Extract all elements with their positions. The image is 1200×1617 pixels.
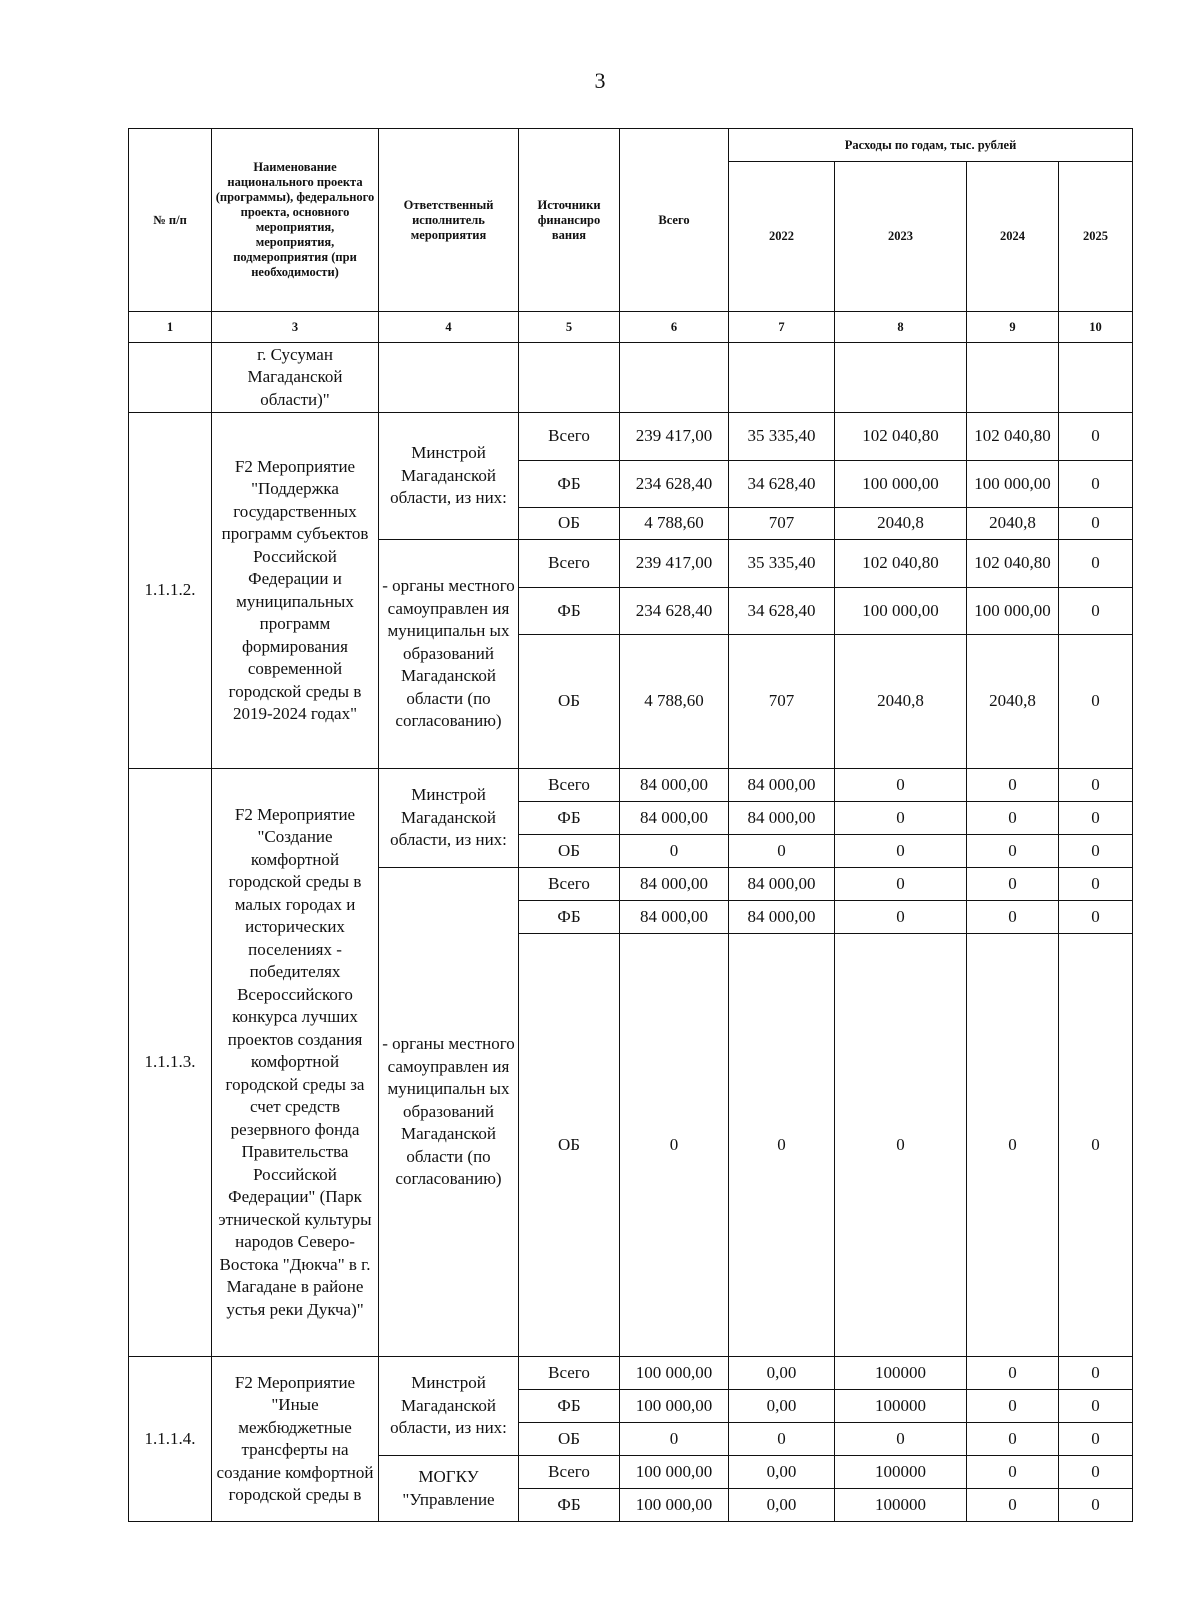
total-cell: 100 000,00 xyxy=(620,1390,729,1423)
executor-cell: - органы местного самоуправлен ия муниципальн ых образований Магаданской области (по согласованию) xyxy=(379,868,519,1357)
year-2024-cell: 0 xyxy=(967,1390,1059,1423)
year-2023-cell: 102 040,80 xyxy=(835,413,967,461)
source-cell: Всего xyxy=(519,413,620,461)
source-cell: Всего xyxy=(519,769,620,802)
year-2025-cell: 0 xyxy=(1059,461,1133,508)
year-2024-cell: 0 xyxy=(967,868,1059,901)
header-year-2025: 2025 xyxy=(1059,162,1133,312)
source-cell: ФБ xyxy=(519,1390,620,1423)
source-cell: ФБ xyxy=(519,461,620,508)
column-number: 4 xyxy=(379,312,519,343)
year-2022-cell: 35 335,40 xyxy=(729,540,835,588)
source-cell: Всего xyxy=(519,868,620,901)
year-2022-cell: 0 xyxy=(729,835,835,868)
year-2022-cell: 84 000,00 xyxy=(729,802,835,835)
year-2025-cell: 0 xyxy=(1059,1489,1133,1522)
year-2025-cell: 0 xyxy=(1059,413,1133,461)
year-2023-cell: 2040,8 xyxy=(835,635,967,769)
year-2023-cell: 0 xyxy=(835,802,967,835)
year-2022-cell: 34 628,40 xyxy=(729,588,835,635)
year-2024-cell: 0 xyxy=(967,1423,1059,1456)
year-2025-cell: 0 xyxy=(1059,1390,1133,1423)
executor-cell: Минстрой Магаданской области, из них: xyxy=(379,1357,519,1456)
year-2022-cell: 0 xyxy=(729,1423,835,1456)
year-2024-cell: 0 xyxy=(967,835,1059,868)
year-2022-cell: 84 000,00 xyxy=(729,769,835,802)
item-name: F2 Мероприятие "Поддержка государственных программ субъектов Российской Федерации и муниципальных программ формирования современной городской среды в 2019-2024 годах" xyxy=(212,413,379,769)
year-2022-cell: 0,00 xyxy=(729,1357,835,1390)
year-2022-cell: 84 000,00 xyxy=(729,901,835,934)
header-executor: Ответственный исполнитель мероприятия xyxy=(379,129,519,312)
total-cell: 0 xyxy=(620,835,729,868)
source-cell: Всего xyxy=(519,1456,620,1489)
executor-cell: Минстрой Магаданской области, из них: xyxy=(379,413,519,540)
year-2024-cell: 100 000,00 xyxy=(967,461,1059,508)
year-2023-cell: 100000 xyxy=(835,1489,967,1522)
executor-cell: МОГКУ "Управление xyxy=(379,1456,519,1522)
year-2025-cell: 0 xyxy=(1059,540,1133,588)
source-cell: ФБ xyxy=(519,1489,620,1522)
item-name: F2 Мероприятие "Создание комфортной городской среды в малых городах и исторических поселениях - победителях Всероссийского конкурса лучших проектов создания комфортной городской среды за счет средств резервного фонда Правительства Российской Федерации" (Парк этнической культуры народов Северо-Востока "Дюкча" в г. Магадане в районе устья реки Дукча)" xyxy=(212,769,379,1357)
total-cell: 234 628,40 xyxy=(620,461,729,508)
year-2023-cell: 0 xyxy=(835,868,967,901)
year-2023-cell: 100 000,00 xyxy=(835,461,967,508)
year-2023-cell: 0 xyxy=(835,1423,967,1456)
year-2025-cell: 0 xyxy=(1059,635,1133,769)
total-cell: 0 xyxy=(620,1423,729,1456)
source-cell: ФБ xyxy=(519,802,620,835)
year-2023-cell: 100000 xyxy=(835,1456,967,1489)
year-2023-cell: 102 040,80 xyxy=(835,540,967,588)
column-number: 9 xyxy=(967,312,1059,343)
year-2022-cell: 35 335,40 xyxy=(729,413,835,461)
total-cell: 84 000,00 xyxy=(620,769,729,802)
total-cell: 100 000,00 xyxy=(620,1489,729,1522)
total-cell: 84 000,00 xyxy=(620,901,729,934)
continuation-row xyxy=(129,343,1133,413)
total-cell: 4 788,60 xyxy=(620,635,729,769)
year-2023-cell: 0 xyxy=(835,934,967,1357)
executor-cell: Минстрой Магаданской области, из них: xyxy=(379,769,519,868)
total-cell: 0 xyxy=(620,934,729,1357)
source-cell: Всего xyxy=(519,540,620,588)
header-sources: Источники финансиро вания xyxy=(519,129,620,312)
column-number: 6 xyxy=(620,312,729,343)
year-2023-cell: 0 xyxy=(835,835,967,868)
item-number: 1.1.1.3. xyxy=(129,769,212,1357)
source-cell: ОБ xyxy=(519,835,620,868)
year-2025-cell: 0 xyxy=(1059,802,1133,835)
year-2023-cell: 100000 xyxy=(835,1357,967,1390)
total-cell: 239 417,00 xyxy=(620,413,729,461)
year-2022-cell: 0,00 xyxy=(729,1390,835,1423)
source-cell: ОБ xyxy=(519,635,620,769)
year-2024-cell: 0 xyxy=(967,1357,1059,1390)
column-numbers-row xyxy=(129,312,1133,343)
year-2025-cell: 0 xyxy=(1059,508,1133,540)
year-2022-cell: 34 628,40 xyxy=(729,461,835,508)
item-name: F2 Мероприятие "Иные межбюджетные трансферты на создание комфортной городской среды в xyxy=(212,1357,379,1522)
source-cell: Всего xyxy=(519,1357,620,1390)
header-total: Всего xyxy=(620,129,729,312)
column-number: 3 xyxy=(212,312,379,343)
year-2022-cell: 0,00 xyxy=(729,1489,835,1522)
column-number: 1 xyxy=(129,312,212,343)
year-2022-cell: 84 000,00 xyxy=(729,868,835,901)
table-row xyxy=(129,413,1133,461)
header-year-2024: 2024 xyxy=(967,162,1059,312)
item-number: 1.1.1.4. xyxy=(129,1357,212,1522)
total-cell: 234 628,40 xyxy=(620,588,729,635)
total-cell: 84 000,00 xyxy=(620,802,729,835)
year-2024-cell: 0 xyxy=(967,934,1059,1357)
source-cell: ФБ xyxy=(519,901,620,934)
executor-cell: - органы местного самоуправлен ия муниципальн ых образований Магаданской области (по согласованию) xyxy=(379,540,519,769)
year-2022-cell: 0 xyxy=(729,934,835,1357)
continuation-name: г. Сусуман Магаданской области)" xyxy=(212,343,379,413)
total-cell: 84 000,00 xyxy=(620,868,729,901)
total-cell: 100 000,00 xyxy=(620,1456,729,1489)
year-2022-cell: 707 xyxy=(729,508,835,540)
source-cell: ОБ xyxy=(519,1423,620,1456)
year-2022-cell: 707 xyxy=(729,635,835,769)
year-2023-cell: 2040,8 xyxy=(835,508,967,540)
year-2023-cell: 0 xyxy=(835,769,967,802)
year-2024-cell: 0 xyxy=(967,802,1059,835)
header-year-2022: 2022 xyxy=(729,162,835,312)
total-cell: 100 000,00 xyxy=(620,1357,729,1390)
year-2025-cell: 0 xyxy=(1059,901,1133,934)
year-2025-cell: 0 xyxy=(1059,1357,1133,1390)
budget-table xyxy=(128,128,1133,1522)
year-2024-cell: 0 xyxy=(967,769,1059,802)
year-2024-cell: 0 xyxy=(967,1456,1059,1489)
year-2025-cell: 0 xyxy=(1059,868,1133,901)
total-cell: 4 788,60 xyxy=(620,508,729,540)
column-number: 10 xyxy=(1059,312,1133,343)
column-number: 7 xyxy=(729,312,835,343)
table-row xyxy=(129,1357,1133,1390)
year-2025-cell: 0 xyxy=(1059,1423,1133,1456)
year-2025-cell: 0 xyxy=(1059,769,1133,802)
header-num: № п/п xyxy=(129,129,212,312)
year-2025-cell: 0 xyxy=(1059,588,1133,635)
header-year-2023: 2023 xyxy=(835,162,967,312)
page-number: 3 xyxy=(594,68,606,93)
source-cell: ОБ xyxy=(519,934,620,1357)
year-2024-cell: 102 040,80 xyxy=(967,413,1059,461)
year-2024-cell: 2040,8 xyxy=(967,635,1059,769)
column-number: 5 xyxy=(519,312,620,343)
year-2025-cell: 0 xyxy=(1059,1456,1133,1489)
year-2023-cell: 100 000,00 xyxy=(835,588,967,635)
year-2024-cell: 2040,8 xyxy=(967,508,1059,540)
year-2022-cell: 0,00 xyxy=(729,1456,835,1489)
year-2024-cell: 100 000,00 xyxy=(967,588,1059,635)
source-cell: ФБ xyxy=(519,588,620,635)
source-cell: ОБ xyxy=(519,508,620,540)
year-2025-cell: 0 xyxy=(1059,835,1133,868)
header-expenses: Расходы по годам, тыс. рублей xyxy=(729,129,1133,162)
header-name: Наименование национального проекта (программы), федерального проекта, основного мероприятия, мероприятия, подмероприятия (при необходимости) xyxy=(212,129,379,312)
year-2024-cell: 0 xyxy=(967,1489,1059,1522)
column-number: 8 xyxy=(835,312,967,343)
year-2024-cell: 102 040,80 xyxy=(967,540,1059,588)
year-2025-cell: 0 xyxy=(1059,934,1133,1357)
year-2024-cell: 0 xyxy=(967,901,1059,934)
total-cell: 239 417,00 xyxy=(620,540,729,588)
year-2023-cell: 100000 xyxy=(835,1390,967,1423)
year-2023-cell: 0 xyxy=(835,901,967,934)
table-row xyxy=(129,769,1133,802)
item-number: 1.1.1.2. xyxy=(129,413,212,769)
